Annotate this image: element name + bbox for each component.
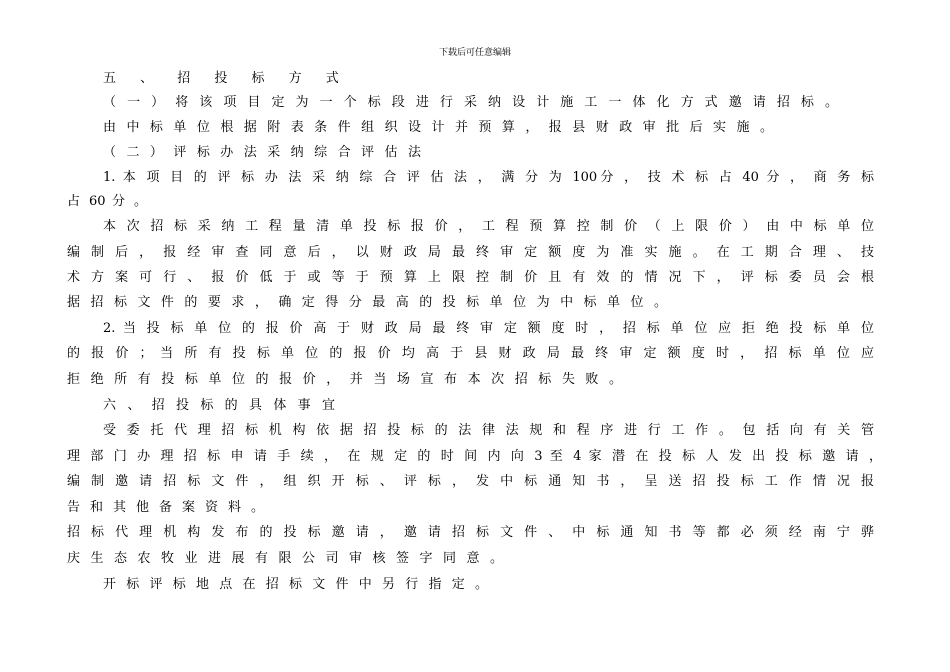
paragraph-line: 拒 绝 所 有 投 标 单 位 的 报 价 ， 并 当 场 宣 布 本 次 招 标 失 败 。 [67, 372, 622, 387]
paragraph-line: 理 部 门 办 理 招 标 申 请 手 续 ， 在 规 定 的 时 间 内 向 3 至 4 家 潜 在 投 标 人 发 出 投 标 邀 请 ， [67, 449, 882, 464]
paragraph-line: （ 一 ） 将 该 项 目 定 为 一 个 标 段 进 行 采 纳 设 计 施 工 一 体 化 方 式 邀 请 招 标 。 [103, 95, 838, 110]
paragraph-line: 开 标 评 标 地 点 在 招 标 文 件 中 另 行 指 定 。 [103, 577, 488, 592]
paragraph-line: 受 委 托 代 理 招 标 机 构 依 据 招 投 标 的 法 律 法 规 和 程 序 进 行 工 作 。 包 括 向 有 关 管 [103, 423, 874, 438]
paragraph-line: 本 次 招 标 采 纳 工 程 量 清 单 投 标 报 价 ， 工 程 预 算 控 制 价 （ 上 限 价 ） 由 中 标 单 位 [103, 219, 874, 234]
paragraph-line: 1. 本 项 目 的 评 标 办 法 采 纳 综 合 评 估 法 ， 满 分 为 100分 ， 技 术 标 占 40 分 ， 商 务 标 [103, 170, 874, 185]
paragraph-line: 由 中 标 单 位 根 据 附 表 条 件 组 织 设 计 并 预 算 ， 报 县 财 政 审 批 后 实 施 。 [103, 120, 773, 135]
paragraph-line: 术 方 案 可 行 、 报 价 低 于 或 等 于 预 算 上 限 控 制 价 且 有 效 的 情 况 下 ， 评 标 委 员 会 根 [67, 270, 874, 285]
paragraph-line: 的 报 价 ； 当 所 有 投 标 单 位 的 报 价 均 高 于 县 财 政 局 最 终 审 定 额 度 时 ， 招 标 单 位 应 [67, 346, 874, 361]
paragraph-line: 占 60 分 。 [67, 194, 147, 209]
paragraph-line: 编 制 后 ， 报 经 审 查 同 意 后 ， 以 财 政 局 最 终 审 定 额 度 为 准 实 施 。 在 工 期 合 理 、 技 [67, 245, 874, 260]
section-heading-6: 六 、 招 投 标 的 具 体 事 宜 [103, 398, 335, 413]
paragraph-line: 告 和 其 他 备 案 资 料 。 [67, 500, 264, 515]
subsection-heading-2: （ 二 ） 评 标 办 法 采 纳 综 合 评 估 法 [103, 145, 421, 160]
paragraph-line: 编 制 邀 请 招 标 文 件 ， 组 织 开 标 、 评 标 ， 发 中 标 通 知 书 ， 呈 送 招 投 标 工 作 情 况 报 [67, 474, 874, 489]
paragraph-line: 招 标 代 理 机 构 发 布 的 投 标 邀 请 ， 邀 请 招 标 文 件 、 中 标 通 知 书 等 都 必 须 经 南 宁 骅 [67, 525, 874, 540]
paragraph-line: 2. 当 投 标 单 位 的 报 价 高 于 财 政 局 最 终 审 定 额 度 时 ， 招 标 单 位 应 拒 绝 投 标 单 位 [103, 321, 874, 336]
section-heading-5: 五 、 招 投 标 方 式 [103, 71, 349, 86]
paragraph-line: 据 招 标 文 件 的 要 求 ， 确 定 得 分 最 高 的 投 标 单 位 为 中 标 单 位 。 [67, 295, 667, 310]
page-header: 下载后可任意编辑 [438, 48, 511, 58]
paragraph-line: 庆 生 态 农 牧 业 进 展 有 限 公 司 审 核 签 字 同 意 。 [67, 551, 503, 566]
